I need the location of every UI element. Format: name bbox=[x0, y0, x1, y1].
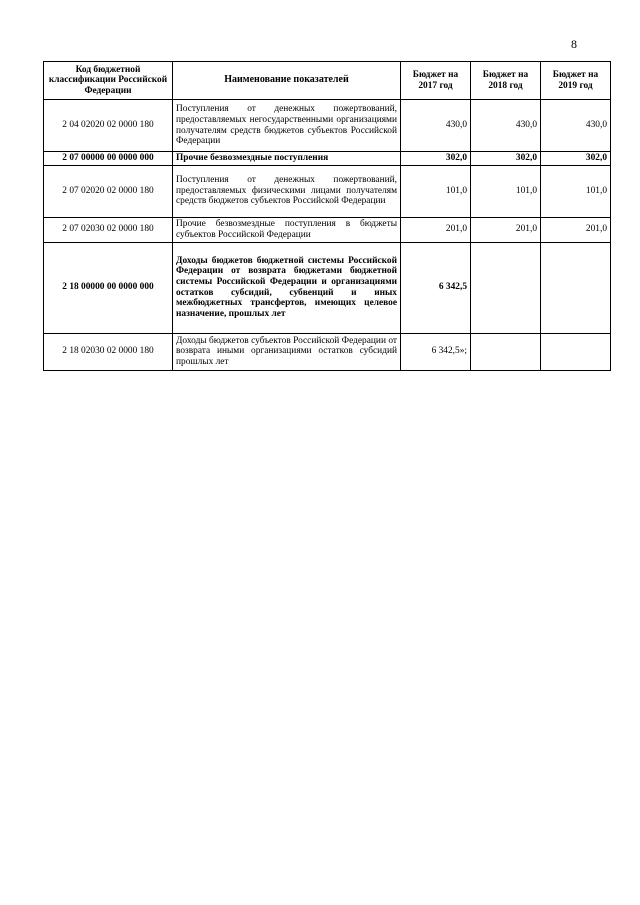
indicator-name-cell: Поступления от денежных пожертвований, предоставляемых негосударственными организациями получателям средств бюджетов субъектов Российской Федерации bbox=[173, 100, 401, 152]
budget-2019-cell: 430,0 bbox=[541, 100, 611, 152]
indicator-name-cell: Прочие безвозмездные поступления в бюджеты субъектов Российской Федерации bbox=[173, 217, 401, 242]
indicator-name-cell: Поступления от денежных пожертвований, предоставляемых физическими лицами получателям средств бюджетов субъектов Российской Федерации bbox=[173, 165, 401, 217]
budget-2018-cell: 201,0 bbox=[471, 217, 541, 242]
table-header-row bbox=[44, 62, 611, 100]
budget-2019-cell bbox=[541, 242, 611, 333]
budget-2018-cell bbox=[471, 333, 541, 370]
indicator-name-cell: Доходы бюджетов бюджетной системы Российской Федерации от возврата бюджетами бюджетной системы Российской Федерации и организациями остатков субсидий, субвенций и иных межбюджетных трансфертов, имеющих целевое назначение, прошлых лет bbox=[173, 242, 401, 333]
budget-2017-cell: 101,0 bbox=[401, 165, 471, 217]
budget-2018-cell: 302,0 bbox=[471, 152, 541, 166]
table-row bbox=[44, 152, 611, 166]
table-row bbox=[44, 333, 611, 370]
budget-2017-cell: 302,0 bbox=[401, 152, 471, 166]
table-row bbox=[44, 100, 611, 152]
header-2019: Бюджет на 2019 год bbox=[541, 62, 611, 100]
budget-2017-cell: 6 342,5 bbox=[401, 242, 471, 333]
budget-code-cell: 2 07 00000 00 0000 000 bbox=[44, 152, 173, 166]
budget-2019-cell bbox=[541, 333, 611, 370]
budget-code-cell: 2 07 02030 02 0000 180 bbox=[44, 217, 173, 242]
budget-2017-cell: 430,0 bbox=[401, 100, 471, 152]
header-2017: Бюджет на 2017 год bbox=[401, 62, 471, 100]
budget-2017-cell: 201,0 bbox=[401, 217, 471, 242]
budget-2019-cell: 302,0 bbox=[541, 152, 611, 166]
header-2018: Бюджет на 2018 год bbox=[471, 62, 541, 100]
header-name: Наименование показателей bbox=[173, 62, 401, 100]
budget-2017-cell: 6 342,5»; bbox=[401, 333, 471, 370]
budget-2018-cell: 430,0 bbox=[471, 100, 541, 152]
table-row bbox=[44, 217, 611, 242]
table-row bbox=[44, 165, 611, 217]
table-body bbox=[44, 100, 611, 371]
indicator-name-cell: Прочие безвозмездные поступления bbox=[173, 152, 401, 166]
indicator-name-cell: Доходы бюджетов субъектов Российской Федерации от возврата иными организациями остатков субсидий прошлых лет bbox=[173, 333, 401, 370]
table-row bbox=[44, 242, 611, 333]
budget-2019-cell: 201,0 bbox=[541, 217, 611, 242]
budget-2018-cell bbox=[471, 242, 541, 333]
budget-2019-cell: 101,0 bbox=[541, 165, 611, 217]
page-number: 8 bbox=[571, 37, 577, 51]
budget-code-cell: 2 18 02030 02 0000 180 bbox=[44, 333, 173, 370]
budget-2018-cell: 101,0 bbox=[471, 165, 541, 217]
budget-code-cell: 2 18 00000 00 0000 000 bbox=[44, 242, 173, 333]
budget-code-cell: 2 04 02020 02 0000 180 bbox=[44, 100, 173, 152]
header-code: Код бюджетной классификации Российской Федерации bbox=[44, 62, 173, 100]
budget-table bbox=[43, 61, 611, 371]
budget-code-cell: 2 07 02020 02 0000 180 bbox=[44, 165, 173, 217]
